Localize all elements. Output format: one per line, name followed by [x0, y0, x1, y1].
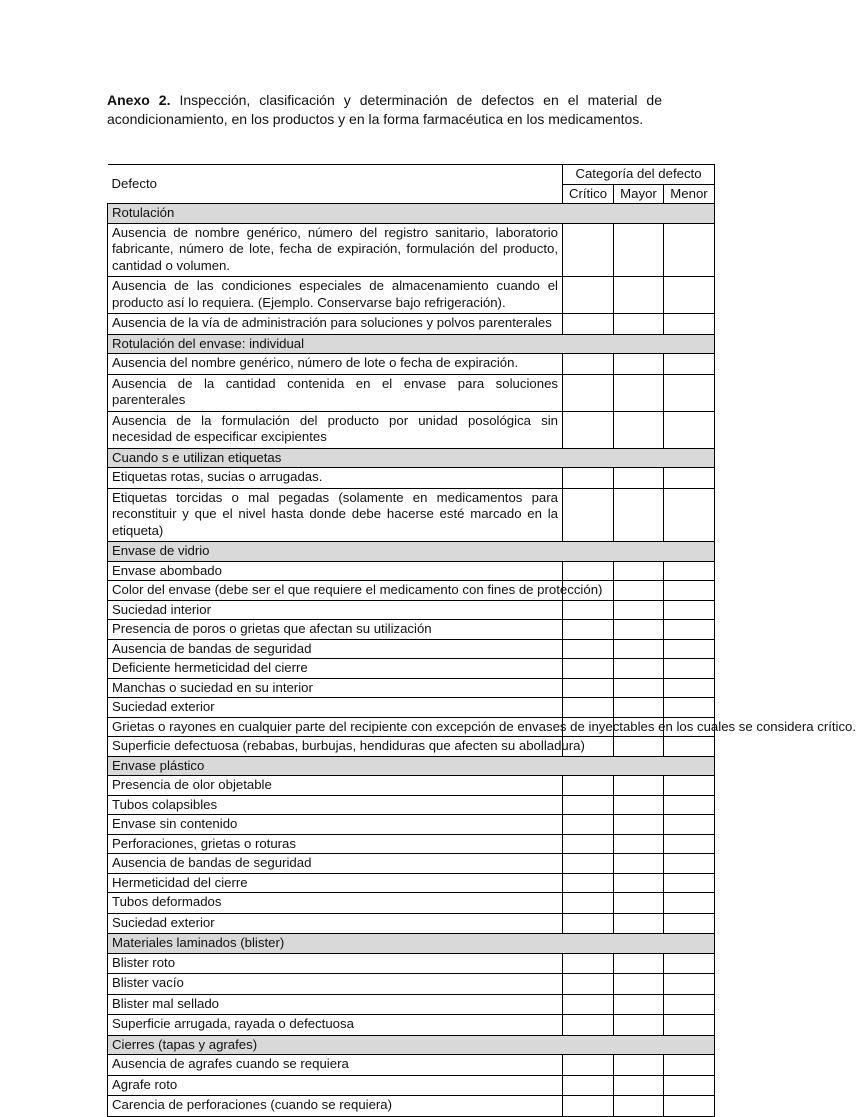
- defect-description: Tubos colapsibles: [108, 795, 563, 815]
- defect-row: [108, 620, 715, 640]
- defect-row: [108, 1096, 715, 1117]
- mayor-cell: [614, 314, 664, 335]
- critico-cell: [563, 561, 614, 581]
- section-row: [108, 756, 715, 776]
- defect-row: [108, 600, 715, 620]
- menor-cell: [664, 1015, 715, 1036]
- mayor-cell: [614, 815, 664, 835]
- mayor-cell: [614, 620, 664, 640]
- section-row: [108, 334, 715, 354]
- defect-description: Ausencia de la formulación del producto por unidad posológica sin necesidad de especificar excipientes: [108, 411, 563, 448]
- defect-description: Envase sin contenido: [108, 815, 563, 835]
- defect-row: [108, 1055, 715, 1076]
- intro-paragraph: [107, 91, 662, 129]
- defect-row: [108, 223, 715, 277]
- mayor-cell: [614, 488, 664, 542]
- section-row: [108, 542, 715, 562]
- mayor-cell: [614, 411, 664, 448]
- mayor-cell: [614, 776, 664, 796]
- menor-cell: [664, 620, 715, 640]
- mayor-cell: [614, 659, 664, 679]
- defect-description: Ausencia de bandas de seguridad: [108, 854, 563, 874]
- defect-row: [108, 994, 715, 1015]
- defect-description: Presencia de poros o grietas que afectan su utilización: [108, 620, 563, 640]
- menor-cell: [664, 994, 715, 1015]
- section-title: Materiales laminados (blister): [108, 934, 715, 954]
- mayor-cell: [614, 223, 664, 277]
- mayor-cell: [614, 581, 664, 601]
- menor-cell: [664, 639, 715, 659]
- intro-text: Inspección, clasificación y determinación de defectos en el material de acondicionamiento, en los productos y en la forma farmacéutica en los medicamentos.: [107, 92, 662, 127]
- menor-cell: [664, 1055, 715, 1076]
- defects-table: [107, 164, 856, 1117]
- defect-row: [108, 776, 715, 796]
- defect-row: [108, 581, 715, 601]
- defect-description: Suciedad exterior: [108, 913, 563, 934]
- mayor-cell: [614, 277, 664, 314]
- defect-description: Ausencia de la cantidad contenida en el envase para soluciones parenterales: [108, 374, 563, 411]
- critico-cell: [563, 776, 614, 796]
- defect-row: [108, 717, 715, 737]
- mayor-cell: [614, 374, 664, 411]
- menor-cell: [664, 223, 715, 277]
- defect-row: [108, 354, 715, 375]
- defect-row: [108, 314, 715, 335]
- header-row: [108, 165, 715, 185]
- defect-row: [108, 873, 715, 893]
- critico-cell: [563, 873, 614, 893]
- menor-cell: [664, 561, 715, 581]
- defect-description: Presencia de olor objetable: [108, 776, 563, 796]
- defect-row: [108, 1015, 715, 1036]
- critico-cell: [563, 893, 614, 914]
- menor-cell: [664, 974, 715, 995]
- mayor-cell: [614, 468, 664, 489]
- defect-description: Ausencia del nombre genérico, número de lote o fecha de expiración.: [108, 354, 563, 375]
- section-row: [108, 934, 715, 954]
- defect-row: [108, 737, 715, 757]
- mayor-cell: [614, 834, 664, 854]
- defect-row: [108, 678, 715, 698]
- defect-row: [108, 913, 715, 934]
- menor-cell: [664, 854, 715, 874]
- critico-cell: [563, 374, 614, 411]
- menor-cell: [664, 913, 715, 934]
- critico-cell: [563, 411, 614, 448]
- defect-description: Blister vacío: [108, 974, 563, 995]
- header-category: Categoría del defecto: [563, 165, 715, 185]
- mayor-cell: [614, 994, 664, 1015]
- defect-row: [108, 815, 715, 835]
- defect-description: Ausencia de agrafes cuando se requiera: [108, 1055, 563, 1076]
- critico-cell: [563, 698, 614, 718]
- header-mayor: Mayor: [614, 184, 664, 204]
- defect-description: Perforaciones, grietas o roturas: [108, 834, 563, 854]
- defect-description: Manchas o suciedad en su interior: [108, 678, 563, 698]
- mayor-cell: [614, 953, 664, 974]
- defect-row: [108, 411, 715, 448]
- mayor-cell: [614, 1096, 664, 1117]
- defect-row: [108, 795, 715, 815]
- critico-cell: [563, 488, 614, 542]
- critico-cell: [563, 223, 614, 277]
- defect-description: Agrafe roto: [108, 1075, 563, 1096]
- section-title: Envase plástico: [108, 756, 715, 776]
- critico-cell: [563, 815, 614, 835]
- section-title: Rotulación del envase: individual: [108, 334, 715, 354]
- mayor-cell: [614, 600, 664, 620]
- menor-cell: [664, 468, 715, 489]
- defects-table-body: [108, 165, 856, 1117]
- defect-description: Etiquetas rotas, sucias o arrugadas.: [108, 468, 563, 489]
- section-title: Rotulación: [108, 204, 715, 224]
- defect-description: Tubos deformados: [108, 893, 563, 914]
- mayor-cell: [614, 737, 664, 757]
- defect-row: [108, 639, 715, 659]
- critico-cell: [563, 354, 614, 375]
- defect-description: Color del envase (debe ser el que requiere el medicamento con fines de protección): [108, 581, 563, 601]
- defect-description: Envase abombado: [108, 561, 563, 581]
- critico-cell: [563, 1096, 614, 1117]
- defect-description: Superficie defectuosa (rebabas, burbujas, hendiduras que afecten su abolladura): [108, 737, 563, 757]
- mayor-cell: [614, 561, 664, 581]
- defect-description: Ausencia de la vía de administración para soluciones y polvos parenterales: [108, 314, 563, 335]
- menor-cell: [664, 678, 715, 698]
- defect-description: Grietas o rayones en cualquier parte del recipiente con excepción de envases de inyectables en los cuales se considera crítico.: [108, 717, 563, 737]
- header-menor: Menor: [664, 184, 715, 204]
- section-row: [108, 1035, 715, 1055]
- menor-cell: [664, 698, 715, 718]
- menor-cell: [664, 374, 715, 411]
- mayor-cell: [614, 1015, 664, 1036]
- menor-cell: [664, 815, 715, 835]
- mayor-cell: [614, 698, 664, 718]
- mayor-cell: [614, 354, 664, 375]
- defect-description: Blister mal sellado: [108, 994, 563, 1015]
- menor-cell: [664, 581, 715, 601]
- defect-row: [108, 277, 715, 314]
- menor-cell: [664, 834, 715, 854]
- mayor-cell: [614, 678, 664, 698]
- menor-cell: [664, 659, 715, 679]
- menor-cell: [664, 1096, 715, 1117]
- critico-cell: [563, 639, 614, 659]
- critico-cell: [563, 1055, 614, 1076]
- menor-cell: [664, 737, 715, 757]
- defect-description: Etiquetas torcidas o mal pegadas (solamente en medicamentos para reconstituir y que el nivel hasta donde debe hacerse esté marcado en la etiqueta): [108, 488, 563, 542]
- section-row: [108, 204, 715, 224]
- section-title: Cuando s e utilizan etiquetas: [108, 448, 715, 468]
- mayor-cell: [614, 913, 664, 934]
- menor-cell: [664, 314, 715, 335]
- critico-cell: [563, 854, 614, 874]
- defect-description: Suciedad exterior: [108, 698, 563, 718]
- menor-cell: [664, 795, 715, 815]
- section-row: [108, 448, 715, 468]
- defect-description: Deficiente hermeticidad del cierre: [108, 659, 563, 679]
- defect-row: [108, 893, 715, 914]
- mayor-cell: [614, 893, 664, 914]
- critico-cell: [563, 834, 614, 854]
- defect-row: [108, 488, 715, 542]
- critico-cell: [563, 620, 614, 640]
- defect-description: Superficie arrugada, rayada o defectuosa: [108, 1015, 563, 1036]
- menor-cell: [664, 953, 715, 974]
- critico-cell: [563, 953, 614, 974]
- defect-description: Suciedad interior: [108, 600, 563, 620]
- critico-cell: [563, 314, 614, 335]
- annex-label: Anexo 2.: [107, 92, 171, 108]
- defect-row: [108, 659, 715, 679]
- defect-row: [108, 854, 715, 874]
- menor-cell: [664, 411, 715, 448]
- menor-cell: [664, 873, 715, 893]
- mayor-cell: [614, 1075, 664, 1096]
- defect-description: Blister roto: [108, 953, 563, 974]
- defect-row: [108, 374, 715, 411]
- defect-description: Ausencia de nombre genérico, número del registro sanitario, laboratorio fabricante, número de lote, fecha de expiración, formulación del producto, cantidad o volumen.: [108, 223, 563, 277]
- menor-cell: [664, 1075, 715, 1096]
- menor-cell: [664, 893, 715, 914]
- mayor-cell: [614, 974, 664, 995]
- critico-cell: [563, 913, 614, 934]
- menor-cell: [664, 600, 715, 620]
- mayor-cell: [614, 1055, 664, 1076]
- section-title: Cierres (tapas y agrafes): [108, 1035, 715, 1055]
- defect-row: [108, 1075, 715, 1096]
- defect-row: [108, 974, 715, 995]
- critico-cell: [563, 468, 614, 489]
- menor-cell: [664, 488, 715, 542]
- header-defect: Defecto: [108, 165, 563, 204]
- defect-description: Ausencia de las condiciones especiales de almacenamiento cuando el producto así lo requiera. (Ejemplo. Conservarse bajo refrigeración).: [108, 277, 563, 314]
- defect-description: Carencia de perforaciones (cuando se requiera): [108, 1096, 563, 1117]
- menor-cell: [664, 354, 715, 375]
- section-title: Envase de vidrio: [108, 542, 715, 562]
- mayor-cell: [614, 854, 664, 874]
- menor-cell: [664, 776, 715, 796]
- defect-row: [108, 953, 715, 974]
- critico-cell: [563, 659, 614, 679]
- defect-description: Ausencia de bandas de seguridad: [108, 639, 563, 659]
- critico-cell: [563, 600, 614, 620]
- defect-row: [108, 468, 715, 489]
- critico-cell: [563, 678, 614, 698]
- critico-cell: [563, 1015, 614, 1036]
- header-critico: Crítico: [563, 184, 614, 204]
- critico-cell: [563, 277, 614, 314]
- critico-cell: [563, 795, 614, 815]
- critico-cell: [563, 974, 614, 995]
- mayor-cell: [614, 873, 664, 893]
- menor-cell: [664, 277, 715, 314]
- defect-row: [108, 561, 715, 581]
- mayor-cell: [614, 795, 664, 815]
- critico-cell: [563, 994, 614, 1015]
- defect-row: [108, 834, 715, 854]
- defect-row: [108, 698, 715, 718]
- critico-cell: [563, 1075, 614, 1096]
- defect-description: Hermeticidad del cierre: [108, 873, 563, 893]
- mayor-cell: [614, 639, 664, 659]
